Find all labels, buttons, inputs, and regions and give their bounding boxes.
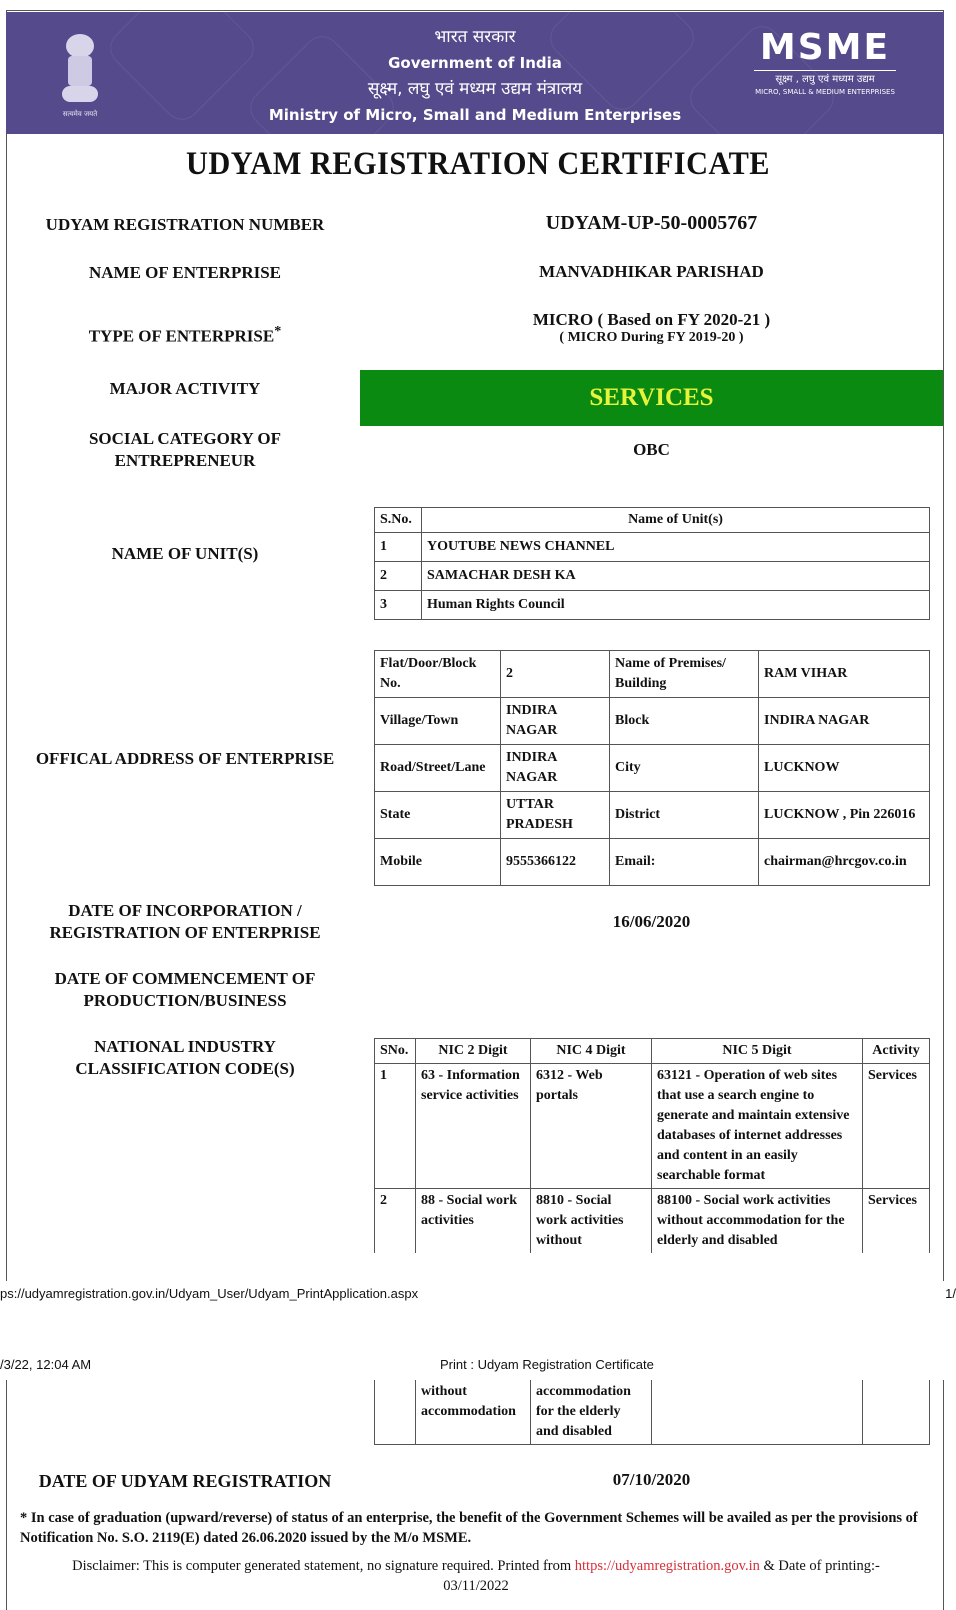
government-banner: [6, 12, 944, 134]
certificate-title: UDYAM REGISTRATION CERTIFICATE: [185, 146, 771, 182]
msme-logo-icon: MSME: [759, 27, 891, 68]
address-label: OFFICAL ADDRESS OF ENTERPRISE: [35, 749, 335, 768]
table-row: Mobile 9555366122 Email: chairman@hrcgov.co.in: [375, 839, 930, 886]
print-date: 03/11/2022: [443, 1578, 509, 1594]
registration-number: UDYAM-UP-50-0005767: [545, 212, 758, 234]
incorporation-date-label: DATE OF INCORPORATION / REGISTRATION OF ENTERPRISE: [49, 901, 321, 942]
social-category-label: SOCIAL CATEGORY OF ENTREPRENEUR: [88, 429, 282, 470]
banner-ministry-name: Ministry of Micro, Small and Medium Enterprises: [268, 106, 682, 124]
email-link[interactable]: chairman@hrcgov.co.in: [759, 839, 930, 886]
udyam-date-label: DATE OF UDYAM REGISTRATION: [38, 1471, 332, 1491]
commencement-date-label: DATE OF COMMENCEMENT OF PRODUCTION/BUSINESS: [54, 969, 316, 1010]
graduation-note: * In case of graduation (upward/reverse) of status of an enterprise, the benefit of the Government Schemes will be availed as per the provisions of Notification No. S.O. 2119(E) dated 26.06.2020 issued by the M/o MSME.: [20, 1510, 918, 1546]
print-header-title: Print : Udyam Registration Certificate: [440, 1357, 654, 1372]
registration-number-label: UDYAM REGISTRATION NUMBER: [45, 215, 325, 234]
table-row: 1 63 - Information service activities 6312 - Web portals 63121 - Operation of web sites that use a search engine to generate and maintain extensive databases of internet addresses and content in an easily searchable format Services: [375, 1064, 930, 1189]
udyam-portal-link[interactable]: https://udyamregistration.gov.in: [574, 1558, 760, 1574]
enterprise-name-label: NAME OF ENTERPRISE: [88, 263, 282, 282]
print-page-number: 1/: [945, 1286, 956, 1301]
banner-hindi-ministry: सूक्ष्म, लघु एवं मध्यम उद्यम मंत्रालय: [367, 79, 583, 99]
nic-codes-table-continued: [374, 1380, 930, 1445]
enterprise-name: MANVADHIKAR PARISHAD: [539, 262, 764, 281]
table-row: Village/Town INDIRA NAGAR Block INDIRA NAGAR: [375, 698, 930, 745]
incorporation-date: 16/06/2020: [612, 912, 691, 931]
disclaimer: Disclaimer: This is computer generated statement, no signature required. Printed from https://udyamregistration.gov.in & Date of printing:- 03/11/2022: [20, 1556, 932, 1596]
major-activity-label: MAJOR ACTIVITY: [109, 379, 261, 398]
banner-government-of-india: Government of India: [388, 54, 562, 72]
major-activity-value: SERVICES: [360, 370, 943, 426]
table-row: 3 Human Rights Council: [375, 591, 930, 620]
print-header-time: /3/22, 12:04 AM: [0, 1357, 92, 1372]
msme-logo: MSME सूक्ष्म , लघु एवं मध्यम उद्यम MICRO, SMALL & MEDIUM ENTERPRISES: [750, 28, 900, 97]
table-row: Flat/Door/Block No. 2 Name of Premises/ Building RAM VIHAR: [375, 651, 930, 698]
nic-codes-table: SNo. NIC 2 Digit NIC 4 Digit NIC 5 Digit Activity 1 63 - Information service activities 6312 - Web portals 63121 - Operation of web sites that use a search engine to generate and maintain extensive databases of internet addresses and content in an easily searchable format Services 2 88 - Social work activities 8810 - Social work activities without 88100 - Social work activities without accommodation for the elderly and disabled Services: [374, 1038, 930, 1253]
udyam-date: 07/10/2020: [612, 1470, 691, 1489]
table-row: 2 SAMACHAR DESH KA: [375, 562, 930, 591]
table-row: 2 88 - Social work activities 8810 - Social work activities without 88100 - Social work activities without accommodation for the elderly and disabled Services: [375, 1189, 930, 1254]
nic-codes-label: NATIONAL INDUSTRY CLASSIFICATION CODE(S): [75, 1037, 295, 1078]
units-label: NAME OF UNIT(S): [111, 544, 259, 563]
banner-hindi-government: भारत सरकार: [434, 27, 516, 47]
enterprise-type: MICRO ( Based on FY 2020-21 ) ( MICRO During FY 2019-20 ): [532, 310, 771, 345]
table-row: State UTTAR PRADESH District LUCKNOW , Pin 226016: [375, 792, 930, 839]
units-table: S.No. Name of Unit(s) 1 YOUTUBE NEWS CHANNEL 2 SAMACHAR DESH KA 3 Human Rights Council: [374, 507, 930, 620]
print-footer-url: ps://udyamregistration.gov.in/Udyam_User/Udyam_PrintApplication.aspx: [0, 1286, 419, 1301]
table-row: Road/Street/Lane INDIRA NAGAR City LUCKNOW: [375, 745, 930, 792]
table-row: without accommodation accommodation for the elderly and disabled: [375, 1380, 930, 1445]
enterprise-type-label: TYPE OF ENTERPRISE*: [88, 323, 282, 346]
address-table: [374, 650, 930, 886]
social-category: OBC: [633, 440, 670, 459]
table-row: 1 YOUTUBE NEWS CHANNEL: [375, 533, 930, 562]
svg-text:सत्यमेव जयते: सत्यमेव जयते: [62, 110, 98, 118]
